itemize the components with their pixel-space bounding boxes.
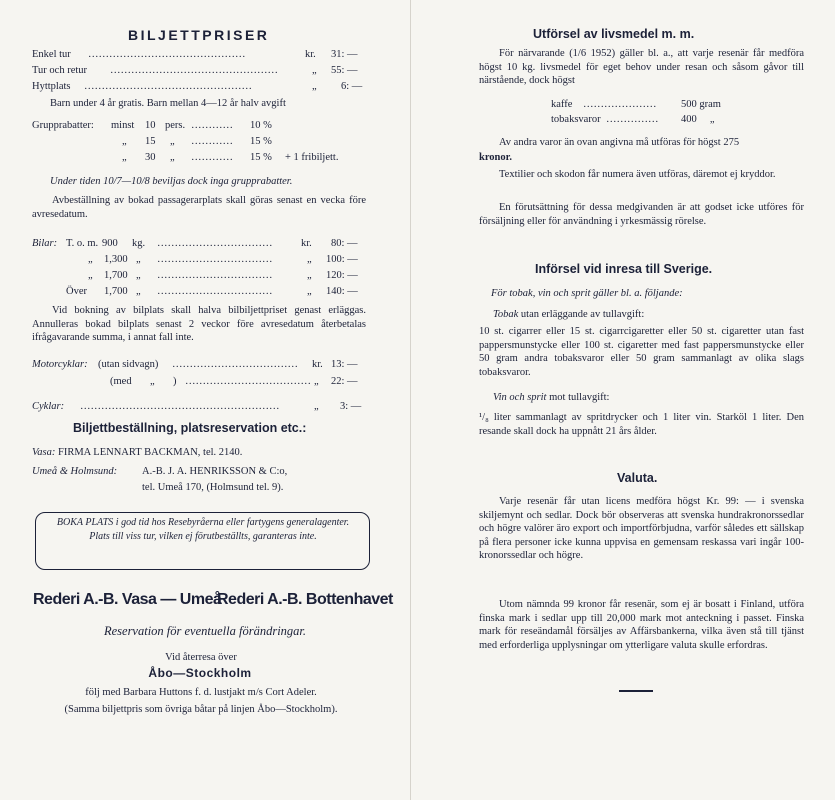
car-dots: …………………………… xyxy=(157,254,273,265)
right-page xyxy=(411,0,835,800)
children-note: Barn under 4 år gratis. Barn mellan 4—12 år halv avgift xyxy=(50,98,286,109)
contact-line2: tel. Umeå 170, (Holmsund tel. 9). xyxy=(142,482,284,493)
cyklar-currency: „ xyxy=(314,401,319,412)
car-weight: 1,700 xyxy=(104,270,128,281)
valuta-paragraph-1 xyxy=(479,495,804,563)
contact-name: FIRMA LENNART BACKMAN, tel. 2140. xyxy=(58,447,243,458)
fare-currency: „ xyxy=(312,65,317,76)
fare-dots: ………………………………………… xyxy=(84,81,252,92)
car-weight: 900 xyxy=(102,238,118,249)
car-currency: kr. xyxy=(301,238,312,249)
group-count: 30 xyxy=(145,152,156,163)
vin-text: ¹/₈ liter sammanlagt av spritdrycker och 1 liter vin. Starköl 1 liter. Den resande skall dock ha uppnått 21 års ålder. xyxy=(479,412,804,437)
car-weight: 1,700 xyxy=(104,286,128,297)
moto-desc: (med „ ) xyxy=(110,376,177,387)
route-wrap xyxy=(0,666,400,680)
car-currency: „ xyxy=(307,254,312,265)
vin-paragraph xyxy=(479,411,804,438)
bilplats-paragraph xyxy=(32,304,366,345)
contact-city: Vasa: xyxy=(32,447,56,458)
car-weight: 1,300 xyxy=(104,254,128,265)
car-amount: 80: — xyxy=(331,238,358,249)
group-extra: + 1 fribiljett. xyxy=(285,152,339,163)
reservation-note: Reservation för eventuella förändringar. xyxy=(103,624,307,638)
car-amount: 140: — xyxy=(326,286,358,297)
contact-name: A.-B. J. A. HENRIKSSON & C:o, xyxy=(142,466,288,477)
rederi-vasa-umea: Rederi A.-B. Vasa — Umeå xyxy=(33,591,222,608)
tobak-paragraph xyxy=(479,325,804,379)
moto-desc: (utan sidvagn) xyxy=(98,359,159,370)
moto-currency: „ xyxy=(314,376,319,387)
fare-dots: ……………………………………… xyxy=(88,49,246,60)
group-count: 15 xyxy=(145,136,156,147)
car-dots: …………………………… xyxy=(157,238,273,249)
cyklar-label: Cyklar: xyxy=(32,401,65,412)
moto-label: Motorcyklar: xyxy=(32,359,88,370)
car-currency: „ xyxy=(307,286,312,297)
return-line-wrap xyxy=(0,651,402,664)
tobak-text: 10 st. cigarrer eller 15 st. cigarrcigaretter eller 50 st. cigaretter utan fast pappersmunstycke eller 100 st. cigaretter med fast pappersmunstycke eller 50 gram andra tobaksvaror eller 50 gram sammanlagt av olika slags tobaksvaror. xyxy=(479,326,804,378)
boka-plats-text: BOKA PLATS i god tid hos Resebyråerna eller fartygens generalagenter. Plats till viss tur, vilken ej förutbeställts, garanteras inte. xyxy=(56,517,350,542)
valuta-paragraph-2 xyxy=(479,598,804,652)
tobak-label: Tobak xyxy=(493,309,519,320)
route-title: Åbo—Stockholm xyxy=(148,666,252,680)
group-dots: ………… xyxy=(191,120,233,131)
return-line: Vid återresa över xyxy=(165,652,237,663)
contact-city: Umeå & Holmsund: xyxy=(32,466,118,477)
car-prefix: „ xyxy=(88,254,93,265)
export-paragraph xyxy=(479,47,804,88)
moto-currency: kr. xyxy=(312,359,323,370)
follow-line: följ med Barbara Huttons f. d. lustjakt m/s Cort Adeler. xyxy=(85,687,317,698)
cyklar-amount: 3: — xyxy=(340,401,362,412)
car-prefix: T. o. m. xyxy=(66,238,99,249)
left-page xyxy=(0,0,411,800)
group-value: 10 % xyxy=(250,120,272,131)
group-prefix: „ xyxy=(122,152,127,163)
valuta-title: Valuta. xyxy=(617,471,658,485)
export-item-dots: …………… xyxy=(606,114,659,125)
bilplats-text: Vid bokning av bilplats skall halva bilbiljettpriset genast erläggas. Annulleras bokad bilplats senast 2 veckor före avresedatum återbetalas ifrågavarande summa, i annat fall inte. xyxy=(32,305,366,343)
moto-amount: 22: — xyxy=(331,376,358,387)
vin-rest: mot tullavgift: xyxy=(549,392,610,403)
group-label: Grupprabatter: xyxy=(32,120,94,131)
bilar-label: Bilar: xyxy=(32,238,58,249)
valuta-text-2: Utom nämnda 99 kronor får resenär, som ej är bosatt i Finland, utföra finska mark i sedlar upp till 20,000 mark mot anteckning i passet. Finska mark för reseändamål försäljes av Affärsbankerna, vilka även stå till tjänst med erforderliga upplysningar om ytterligare valuta skulle erfordras. xyxy=(479,599,804,651)
fare-dots: ………………………………………… xyxy=(110,65,278,76)
export-text: För närvarande (1/6 1952) gäller bl. a., att varje resenär får medföra högst 10 kg. livsmedel för eget behov under resan och såsom gåvor till närstående, dock högst xyxy=(479,48,804,86)
export-item-amount: 400 „ xyxy=(681,114,715,125)
group-value: 15 % xyxy=(250,152,272,163)
booking-title: Biljettbeställning, platsreservation etc.: xyxy=(73,421,307,435)
tobak-rest: utan erläggande av tullavgift: xyxy=(520,309,645,320)
export-item-dots: ………………… xyxy=(583,99,657,110)
tobak-heading xyxy=(493,308,644,321)
export-limit-kronor: kronor. xyxy=(479,152,512,163)
fare-amount: 31: — xyxy=(331,49,358,60)
condition-text: En förutsättning för dessa medgivanden är att godset icke utföres för försäljning eller för användning i yrkesmässig rörelse. xyxy=(479,202,804,227)
fare-label: Enkel tur xyxy=(32,49,71,60)
group-value: 15 % xyxy=(250,136,272,147)
export-item-name: kaffe xyxy=(551,99,573,110)
follow-line-wrap xyxy=(0,686,402,699)
vin-heading xyxy=(493,391,609,404)
car-unit: „ xyxy=(136,270,141,281)
car-unit: „ xyxy=(136,286,141,297)
fare-amount: 6: — xyxy=(341,81,363,92)
export-limit-line: Av andra varor än ovan angivna må utföras för högst 275 xyxy=(499,137,740,148)
textile-text: Textilier och skodon får numera även utföras, däremot ej kryddor. xyxy=(499,169,776,180)
vin-label: Vin och sprit xyxy=(493,392,547,403)
same-price-line: (Samma biljettpris som övriga båtar på linjen Åbo—Stockholm). xyxy=(64,704,338,715)
group-unit: „ xyxy=(170,136,175,147)
reservation-line-wrap xyxy=(0,624,410,639)
fare-currency: kr. xyxy=(305,49,316,60)
moto-dots: ……………………………… xyxy=(172,359,298,370)
car-dots: …………………………… xyxy=(157,270,273,281)
cyklar-dots: ………………………………………………… xyxy=(80,401,280,412)
valuta-text-1: Varje resenär får utan licens medföra högst Kr. 99: — i svenska skiljemynt och sedlar. Dock bör observeras att svenska hundrakronorssedlar och högre valörer äro export och importförbjudna, varför således ett sällskap på flera personer icke kunna uppvisa en gemensam reskassa vari ingår 100-kronorssedlar och högre. xyxy=(479,496,804,561)
moto-dots: ……………………………… xyxy=(185,376,311,387)
group-count: 10 xyxy=(145,120,156,131)
fare-amount: 55: — xyxy=(331,65,358,76)
cancel-paragraph xyxy=(32,194,366,221)
export-title: Utförsel av livsmedel m. m. xyxy=(533,27,695,41)
cancel-text: Avbeställning av bokad passagerarplats skall göras senast en vecka före avresedatum. xyxy=(32,195,366,220)
export-item-name: tobaksvaror xyxy=(551,114,601,125)
car-amount: 120: — xyxy=(326,270,358,281)
car-unit: kg. xyxy=(132,238,146,249)
group-dots: ………… xyxy=(191,136,233,147)
fares-title: BILJETTPRISER xyxy=(128,27,270,43)
group-prefix: minst xyxy=(111,120,135,131)
car-prefix: „ xyxy=(88,270,93,281)
fare-label: Hyttplats xyxy=(32,81,71,92)
group-unit: pers. xyxy=(165,120,186,131)
group-note: Under tiden 10/7—10/8 beviljas dock inga grupprabatter. xyxy=(50,176,293,187)
same-price-wrap xyxy=(0,703,402,716)
group-unit: „ xyxy=(170,152,175,163)
fare-label: Tur och retur xyxy=(32,65,88,76)
car-unit: „ xyxy=(136,254,141,265)
car-prefix: Över xyxy=(66,286,87,297)
car-currency: „ xyxy=(307,270,312,281)
fare-currency: „ xyxy=(312,81,317,92)
end-rule xyxy=(619,690,653,692)
condition-paragraph xyxy=(479,201,804,228)
moto-amount: 13: — xyxy=(331,359,358,370)
import-title: Införsel vid inresa till Sverige. xyxy=(535,262,713,276)
export-item-amount: 500 gram xyxy=(681,99,721,110)
import-intro: För tobak, vin och sprit gäller bl. a. följande: xyxy=(491,288,683,299)
group-prefix: „ xyxy=(122,136,127,147)
rederi-bottenhavet: Rederi A.-B. Bottenhavet xyxy=(217,591,393,608)
group-dots: ………… xyxy=(191,152,233,163)
car-amount: 100: — xyxy=(326,254,358,265)
car-dots: …………………………… xyxy=(157,286,273,297)
textile-paragraph xyxy=(479,168,804,182)
